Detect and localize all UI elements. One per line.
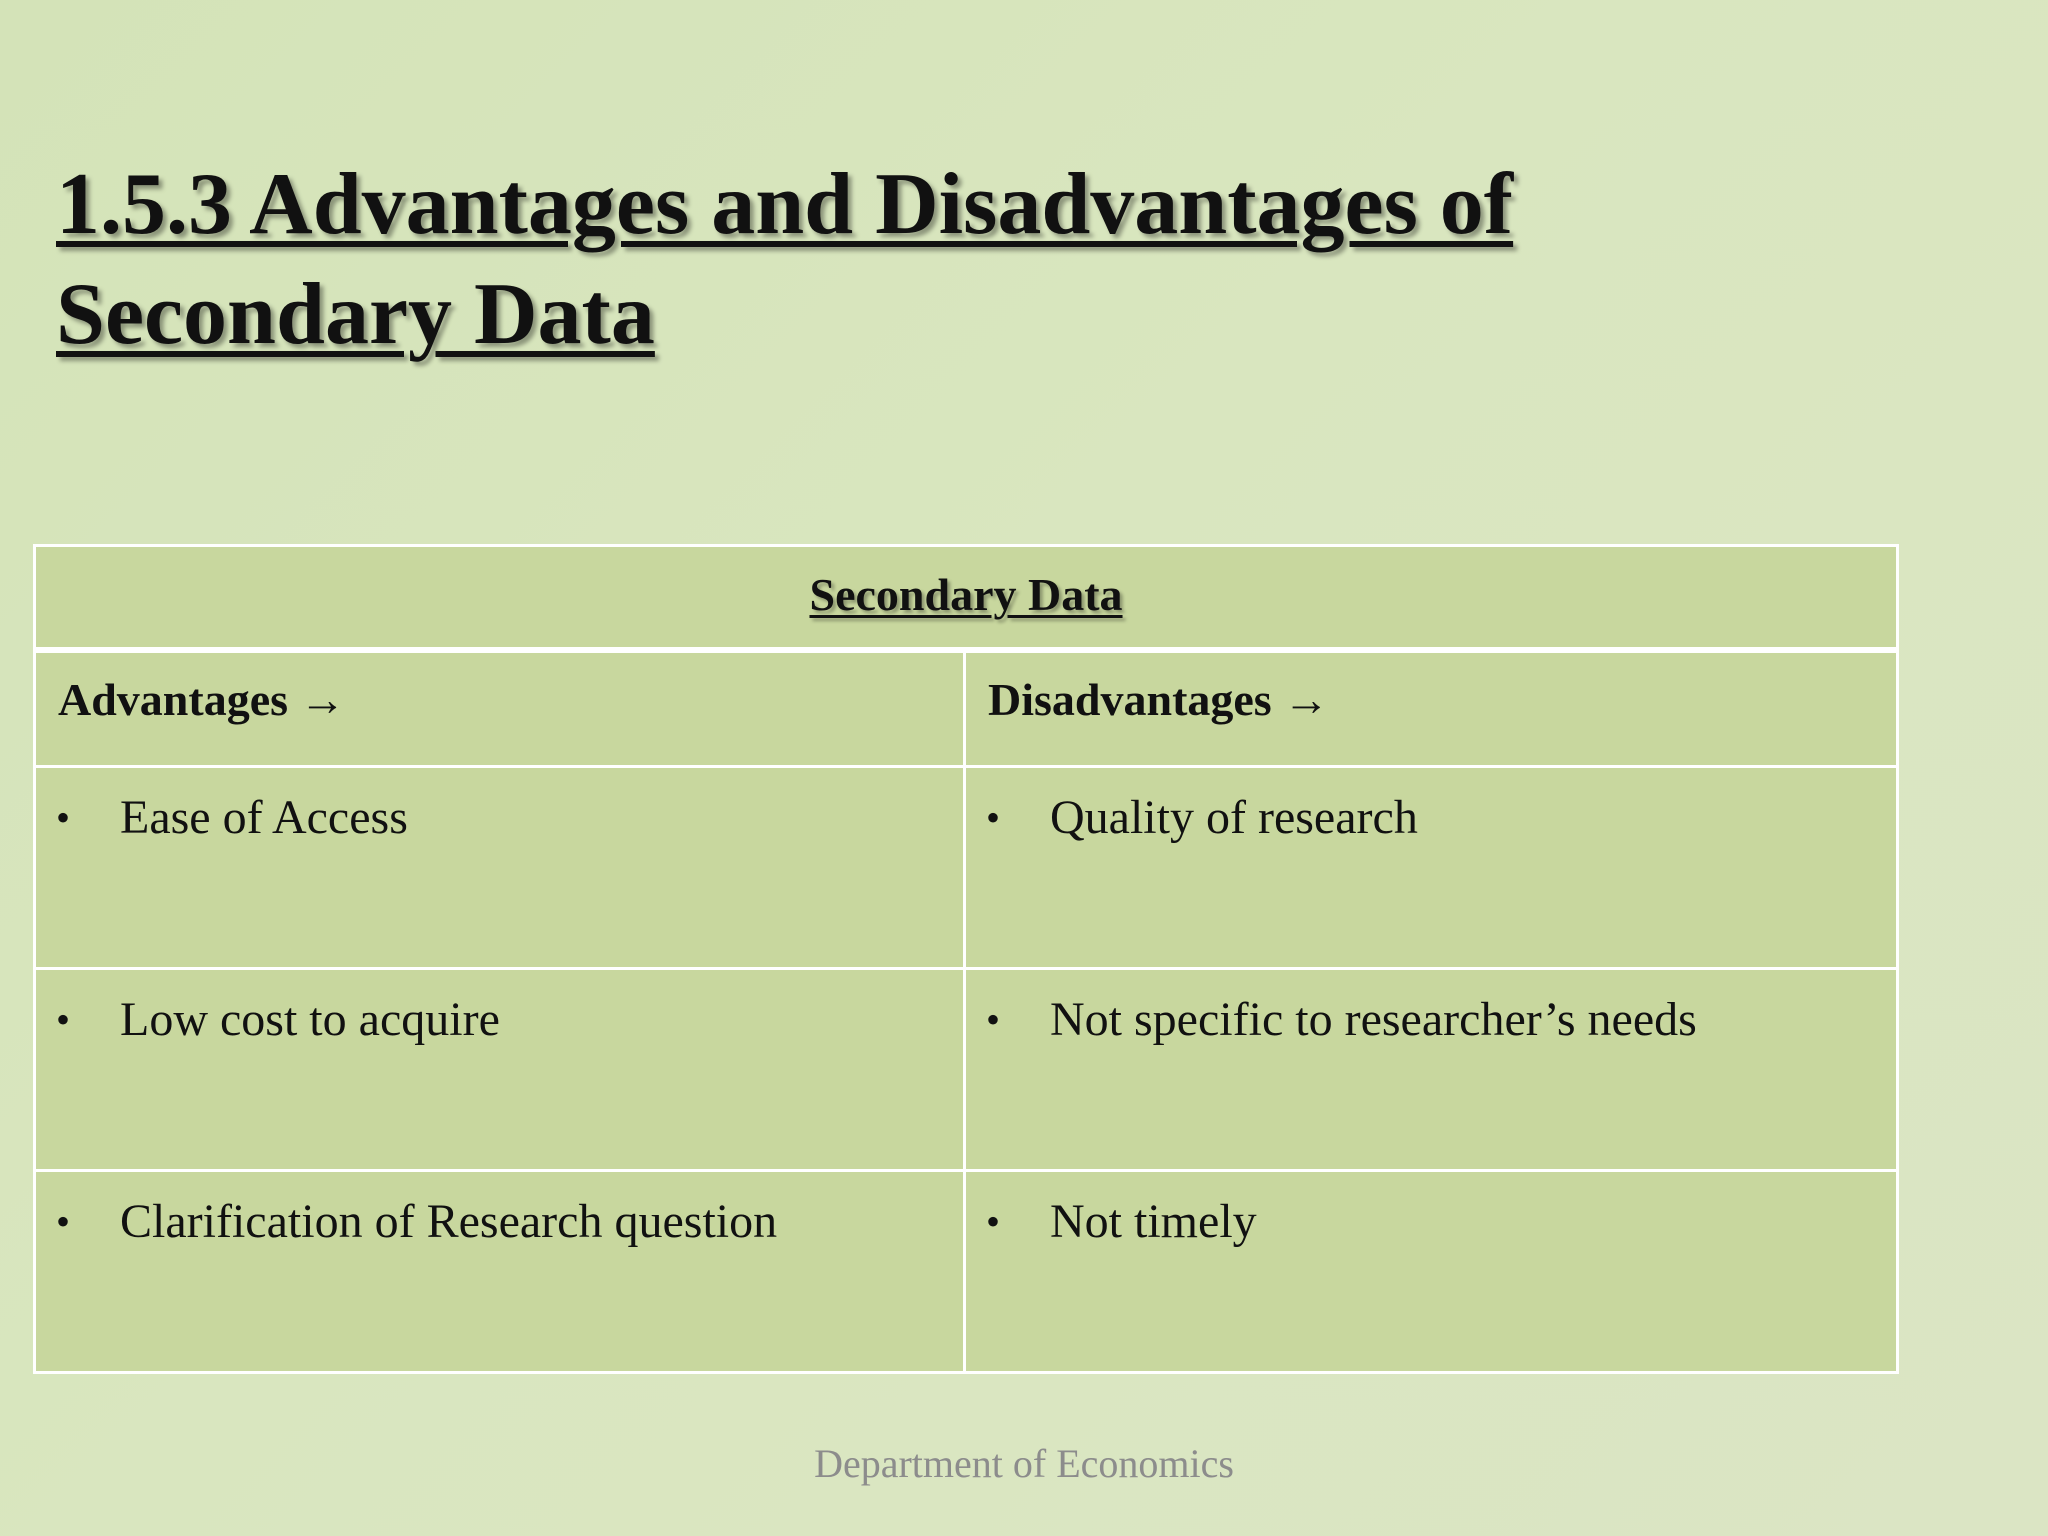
bullet-icon: • xyxy=(986,795,1001,840)
bullet-icon: • xyxy=(56,795,71,840)
advantage-cell xyxy=(35,1171,965,1373)
table-header: Secondary Data xyxy=(809,568,1123,620)
column-header-row xyxy=(35,650,1898,767)
disadvantage-item: Quality of research xyxy=(1050,791,1418,844)
bullet-icon: • xyxy=(986,997,1001,1042)
table-row xyxy=(35,1171,1898,1373)
advantage-item: Ease of Access xyxy=(120,791,408,844)
disadvantage-cell xyxy=(965,767,1898,969)
advantage-item: Clarification of Research question xyxy=(120,1195,778,1248)
advantage-item: Low cost to acquire xyxy=(120,993,500,1046)
bullet-icon: • xyxy=(986,1199,1001,1244)
table-row xyxy=(35,767,1898,969)
table-header-row xyxy=(35,546,1898,651)
advantage-cell xyxy=(35,767,965,969)
bullet-icon: • xyxy=(56,1199,71,1244)
disadvantage-cell xyxy=(965,969,1898,1171)
disadvantages-column-header: Disadvantages → xyxy=(965,650,1898,767)
disadvantage-cell xyxy=(965,1171,1898,1373)
advantages-column-header: Advantages → xyxy=(35,650,965,767)
disadvantage-item: Not specific to researcher’s needs xyxy=(1050,993,1697,1046)
table-row xyxy=(35,969,1898,1171)
disadvantage-item: Not timely xyxy=(1050,1195,1257,1248)
slide-title: 1.5.3 Advantages and Disadvantages of Secondary Data xyxy=(56,156,1514,363)
bullet-icon: • xyxy=(56,997,71,1042)
comparison-table xyxy=(33,544,1899,1374)
advantage-cell xyxy=(35,969,965,1171)
table-header-cell xyxy=(35,546,1898,651)
footer-text: Department of Economics xyxy=(814,1441,1234,1486)
